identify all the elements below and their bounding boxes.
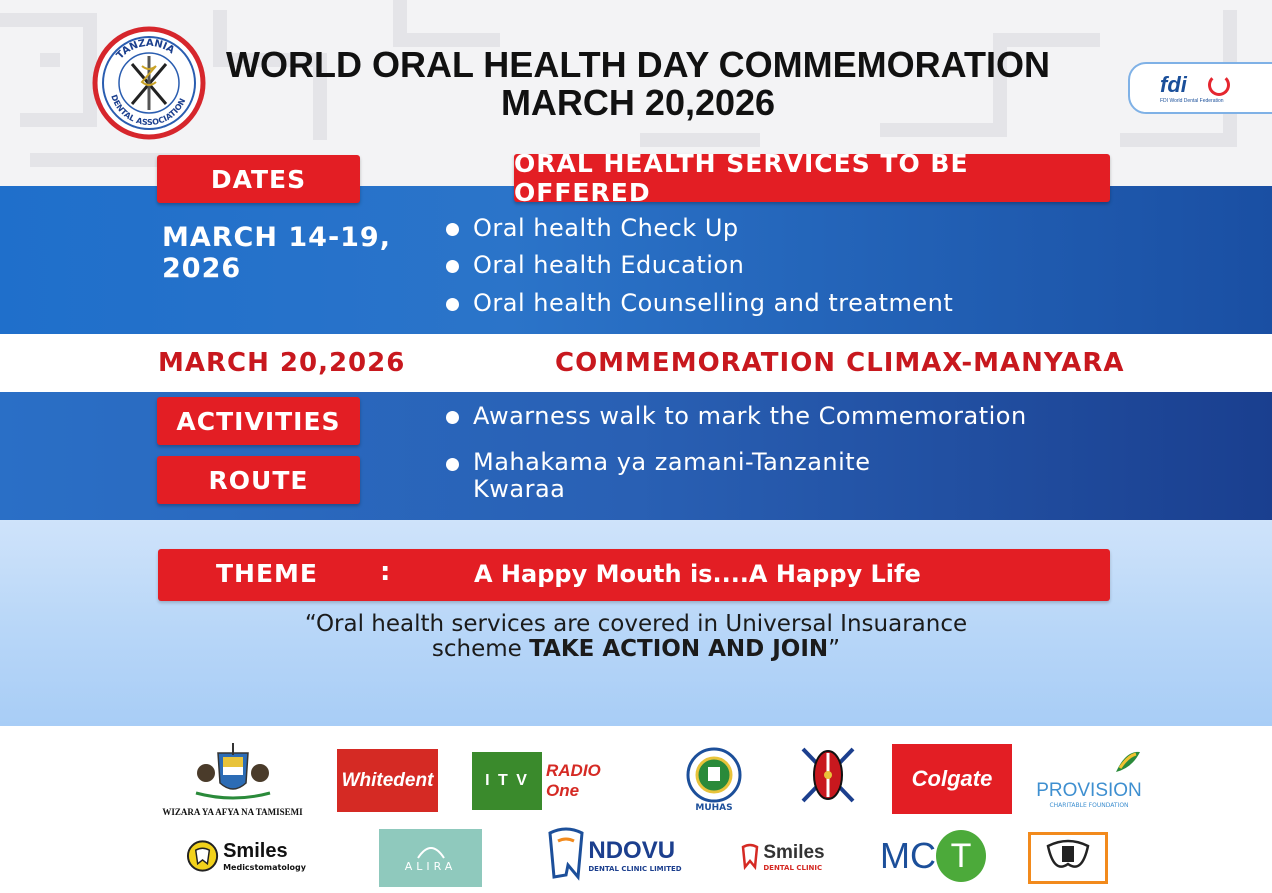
fdi-logo [1128,62,1272,114]
title-line-1: WORLD ORAL HEALTH DAY COMMEMORATION [226,44,1050,85]
provision-leaf-icon [1112,748,1142,776]
theme-label: THEME [216,559,319,588]
smiles-medic-text-block [223,840,306,872]
quote-line-1: “Oral health services are covered in Universal Insuarance [304,611,968,637]
smiles-dental-text: Smiles [763,842,825,863]
whitedent-logo [337,749,438,812]
quote-scheme-text: scheme [431,636,530,662]
service-item [446,251,744,279]
smiles-medic-text: Smiles [223,840,288,862]
dates-label: DATES [157,155,360,203]
radio-one-logo [546,752,636,810]
bullet-icon [446,223,459,236]
route-line-1: Mahakama ya zamani-Tanzanite [473,448,871,476]
tanzania-dental-association-logo [92,26,206,140]
ndovu-text: NDOVU [588,837,676,864]
smiles-tooth-icon [741,843,759,871]
muhas-text: MUHAS [695,803,733,813]
tooth-icon [186,836,219,876]
route-line-2: Kwaraa [473,475,566,503]
climax-date: MARCH 20,2026 [158,348,406,378]
muhas-emblem-icon [679,747,749,803]
ndovu-text-block [588,837,681,873]
theme-value: A Happy Mouth is....A Happy Life [474,560,921,588]
fdi-logo-subtitle: FDI World Dental Federation [1160,98,1224,104]
service-item [446,289,953,317]
quote-call-to-action: TAKE ACTION AND JOIN [529,636,829,662]
theme-bar [158,549,1110,601]
colgate-text: Colgate [911,766,993,791]
climax-event: COMMEMORATION CLIMAX-MANYARA [555,348,1125,378]
activity-item-label: Awarness walk to mark the Commemoration [473,402,1027,430]
itv-text: I T V [485,772,529,789]
quote-line-2 [200,637,1072,662]
muhas-logo [676,742,752,818]
service-item-label: Oral health Check Up [473,214,739,242]
fdi-logo-text: fdi [1160,72,1187,97]
service-item-label: Oral health Education [473,251,745,279]
ndovu-logo [546,822,682,888]
bullet-icon [446,260,459,273]
bullet-icon [446,458,459,471]
alira-wave-icon [416,844,446,860]
fdi-ring-icon [1208,74,1230,96]
service-item [446,214,739,242]
whitedent-text: Whitedent [341,769,434,791]
smiles-medic-subtitle: Medicstomatology [223,863,306,872]
shield-logo [792,742,864,810]
title-line-2: MARCH 20,2026 [500,82,776,123]
services-label: ORAL HEALTH SERVICES TO BE OFFERED [514,154,1110,202]
alira-logo [379,829,482,887]
tda-logo-bottom-text: DENTAL ASSOCIATION [109,93,188,128]
tooth-clinic-logo [1028,832,1108,884]
quote-close: ” [828,636,841,662]
wizara-logo [160,740,305,820]
service-dates-line-2: 2026 [162,253,242,284]
provision-logo [1034,752,1144,818]
route-label: ROUTE [157,456,360,504]
spears-shield-icon [793,743,863,809]
tda-logo-top-text: TANZANIA [114,37,177,62]
insurance-quote [200,612,1072,662]
service-dates-line-1: MARCH 14-19, [162,222,391,253]
bullet-icon [446,298,459,311]
clinic-tooth-icon [1038,838,1098,878]
mct-logo [880,826,986,886]
smiles-dental-logo [736,834,830,880]
smiles-medicstomatology-logo [186,830,306,882]
wizara-text: WIZARA YA AFYA NA TAMISEMI [162,807,303,817]
smiles-dental-subtitle: DENTAL CLINIC [763,864,823,872]
itv-logo [472,752,542,810]
smiles-dental-text-block [763,842,824,872]
activities-label: ACTIVITIES [157,397,360,445]
ndovu-subtitle: DENTAL CLINIC LIMITED [588,865,682,873]
coat-of-arms-icon [188,743,278,803]
route-item-label [473,449,870,503]
radio-one-text: RADIO One [546,761,601,800]
activity-item [446,402,1027,430]
mct-text: MC [880,835,936,876]
page-title [210,46,1066,122]
ndovu-tooth-icon [546,825,586,885]
alira-text: ALIRA [404,859,457,873]
provision-subtitle: CHARITABLE FOUNDATION [1049,801,1129,809]
bullet-icon [446,411,459,424]
colgate-logo [892,744,1012,814]
service-dates [162,222,391,284]
service-item-label: Oral health Counselling and treatment [473,289,954,317]
route-item [446,449,870,503]
theme-colon: : [380,557,391,587]
mct-t-badge: T [936,830,986,882]
provision-text: PROVISION [1036,779,1142,801]
